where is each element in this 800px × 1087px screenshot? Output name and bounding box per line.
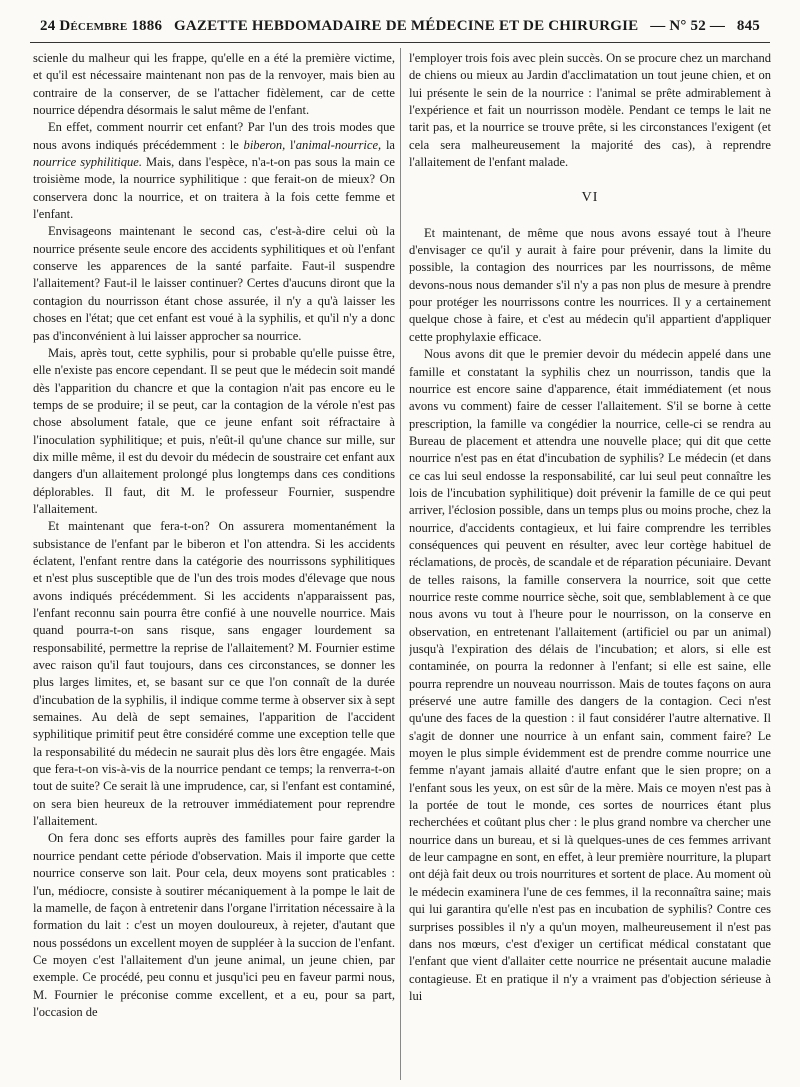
right-paragraph-3: Nous avons dit que le premier devoir du médecin appelé dans une famille et constatant la syphilis chez un nourrisson, tandis que la nourrice est encore saine d'apparence, était immédiatement (et nous avons vu comment) faire de cesser l'allaitement. S'il se borne à cette prescription, la famille va congédier la nourrice, celle-ci se rendra au Bureau de placement et attendra une nouvelle place; qui dit que cette nourrice n'est pas en état d'incubation de syphilis? Le médecin (et dans ce cas lui seul endosse la responsabilité, car lui seul peut connaître les lois de l'incubation syphilitique) doit prévenir la famille de ce qui peut arriver, l'éclosion possible, dans un temps plus ou moins proche, chez la nourrice, d'accidents contagieux, et lui faire comprendre les terribles conséquences qui peuvent en résulter, avec leur cortège habituel de réclamations, de procès, de scandale et de réparation pécuniaire. Devant de telles raisons, la famille conservera la nourrice, soit que cette nourrice reste comme nourrice sèche, soit que, semblablement à ce que nous avons vu tout à l'heure pour le nourrisson, on la conserve en observation, en entretenant l'allaitement (artificiel ou par un animal) jusqu'à l'expiration des délais de l'incubation; et alors, si elle est contaminée, on pourra la redonner à l'enfant; si elle est saine, elle pourra reprendre un nouveau nourrisson. Mais de toutes façons on aura préservé une autre famille des dangers de la contagion. Ceci n'est qu'une des faces de la question : il faut considérer l'autre alternative. Il s'agit de donner une nourrice à un enfant sain, comment faire? Le moyen le plus simple évidemment est de prendre comme nourrice une femme n'ayant jamais allaité d'autre enfant que le sien propre; on a l'enfant sous les yeux, on est sûr de la mère. Mais ce moyen n'est pas à la portée de tout le monde, ces sortes de nourrices étant plus recherchées et coûtant plus cher : le plus grand nombre va chercher une nourrice dans un bureau, et si là quelques-unes de ces femmes arrivant de leur campagne en sont, en effet, à leur première nourriture, la plupart ont déjà fait deux ou trois nourritures et sortent de place. Au moment où le médecin examinera l'une de ces femmes, il la reconnaîtra saine; mais qui lui garantira qu'elle n'est pas en incubation de syphilis? Contre ces surprises possibles il n'y a qu'un moyen, malheureusement il n'est pas dans nos mœurs, c'est d'exiger un certificat médical constatant que l'enfant que vient d'allaiter cette nourrice ne présentait aucune maladie contagieuse. Et en pratique il n'y a vraiment pas d'objection sérieuse à lui bbox=[409, 347, 771, 1003]
left-paragraph-6: On fera donc ses efforts auprès des familles pour faire garder la nourrice pendant cette période d'observation. Mais il importe que cette nourrice conserve son lait. Pour cela, deux moyens sont praticables : l'un, médiocre, consiste à soutirer mécaniquement à la pompe le lait de la mamelle, de façon à entretenir dans l'organe l'irritation nécessaire à la formation du lait : c'est un moyen douloureux, à rejeter, d'autant que nous possédons un excellent moyen de suppléer à la succion de l'enfant. Ce moyen c'est l'allaitement d'un jeune animal, un jeune chien, par exemple. Ce procédé, peu connu et jusqu'ici peu en faveur parmi nous, M. Fournier le préconise comme excellent, et a eu, pour sa part, l'occasion de bbox=[33, 831, 395, 1019]
left-p2-text-a: En effet, comment nourrir cet enfant? Par l'un des trois modes que nous avons indiqués précédemment : le bbox=[33, 120, 395, 152]
header-journal-title: GAZETTE HEBDOMADAIRE DE MÉDECINE ET DE CHIRURGIE bbox=[173, 17, 639, 34]
left-paragraph-1: scienle du malheur qui les frappe, qu'elle en a été la première victime, et qu'il est nécessaire maintenant non pas de la renvoyer, mais bien au contraire de la conserver, de se l'attacher fidèlement, car de cette nourrice dépendra désormais le salut même de l'enfant. bbox=[33, 51, 395, 118]
header-rule bbox=[30, 42, 770, 43]
left-paragraph-3: Envisageons maintenant le second cas, c'est-à-dire celui où la nourrice présente seule encore des accidents syphilitiques et où l'enfant conserve les apparences de la santé parfaite. Faut-il suspendre l'allaitement? Faut-il le laisser continuer? Certes d'aucuns diront que la contagion du nourrisson étant chose assurée, il n'y a qu'à laisser les choses en l'état; que cet enfant est voué à la syphilis, et qu'il n'y a donc pas d'inconvénient à lui laisser approcher sa nourrice. bbox=[33, 224, 395, 343]
left-p2-text-d: Mais, dans l'espèce, n'a-t-on pas sous la main ce troisième mode, la nourrice syphilitique : que ferait-on de mieux? On conservera donc la nourrice, et on traitera à la fois cette femme et l'enfant. bbox=[33, 155, 395, 222]
left-paragraph-4: Mais, après tout, cette syphilis, pour si probable qu'elle puisse être, elle n'existe pas encore cependant. Il se peut que le médecin soit mandé dès l'apparition du chancre et que la contagion n'ait pas encore eu le temps de se produire; il se peut, car la contagion de la vérole n'est pas chose absolument fatale, que ce jeune enfant soit réfractaire à l'inoculation syphilitique; et puis, n'eût-il qu'une chance sur mille, sur dix mille même, il est du devoir du médecin de soustraire cet enfant aux dangers d'un allaitement prolongé plus longtemps dans ces conditions déplorables. Il faut, dit M. le professeur Fournier, suspendre l'allaitement. bbox=[33, 345, 395, 516]
left-p2-text-b: l' bbox=[285, 137, 296, 152]
header-date: 24 Décembre 1886 bbox=[40, 17, 163, 34]
header-page-number: 845 bbox=[736, 17, 760, 34]
left-p2-text-c: la bbox=[381, 137, 395, 152]
section-heading: VI bbox=[581, 190, 599, 206]
left-paragraph-2 bbox=[33, 119, 395, 223]
left-p2-emphasis-biberon: biberon, bbox=[243, 137, 286, 152]
column-divider bbox=[400, 48, 401, 1080]
running-header bbox=[40, 14, 760, 38]
left-column bbox=[33, 50, 395, 1080]
right-paragraph-1: l'employer trois fois avec plein succès. On se procure chez un marchand de chiens ou mieux au Jardin d'acclimatation un tout jeune chien, et on lui présente le sein de la nourrice : l'animal se prête admirablement à l'expérience et fait un nourrisson modèle. Pendant ce temps le lait ne tarit pas, et la nourrice se trouve prête, si les circonstances l'exigent (et cela sera malheureusement la majorité des cas), à reprendre l'allaitement de l'enfant malade. bbox=[409, 51, 771, 170]
left-paragraph-5: Et maintenant que fera-t-on? On assurera momentanément la subsistance de l'enfant par le biberon et l'on attendra. Si les accidents éclatent, l'enfant rentre dans la catégorie des nourrissons syphilitiques et n'est plus susceptible que de l'un des trois modes d'élevage que nous avons indiqués précédemment. Si les accidents n'apparaissent pas, l'enfant reconnu sain pourra être confié à une nouvelle nourrice. Mais quand pourra-t-on sans risque, sans engager lourdement sa responsabilité, permettre la reprise de l'allaitement? M. Fournier estime avec raison qu'il faut toujours, dans ces circonstances, se donner les plus larges limites, et, se basant sur ce que l'on connaît de la durée d'incubation de la syphilis, il indique comme terme à observer six à sept semaines. Au delà de sept semaines, l'apparition de l'accident syphilitique primitif peut être considéré comme une exception telle que la responsabilité du médecin ne saurait plus dès lors être engagée. Mais que fera-t-on vis-à-vis de la nourrice pendant ce temps; la renverra-t-on tout de suite? Ce serait là une imprudence, car, si l'enfant est contaminé, on sera bien heureux de la retrouver immédiatement pour reprendre l'allaitement. bbox=[33, 519, 395, 829]
header-issue-number: — N° 52 — bbox=[650, 17, 726, 34]
left-p2-emphasis-animal-nourrice: animal-nourrice, bbox=[295, 137, 382, 152]
right-paragraph-2: Et maintenant, de même que nous avons essayé tout à l'heure d'envisager ce qu'il y aurait à faire pour prévenir, dans la limite du possible, la contagion des nourrices par les nourrissons, de même devons-nous nous demander s'il n'y a pas non plus de mesure à prendre pour protéger les nourrissons contre les nourrices. Il y a certainement quelque chose à faire, et c'est au médecin qu'il appartient d'appliquer cette prophylaxie efficace. bbox=[409, 225, 771, 344]
left-p2-emphasis-nourrice-syphilitique: nourrice syphilitique. bbox=[33, 155, 142, 170]
right-column bbox=[409, 50, 771, 1080]
